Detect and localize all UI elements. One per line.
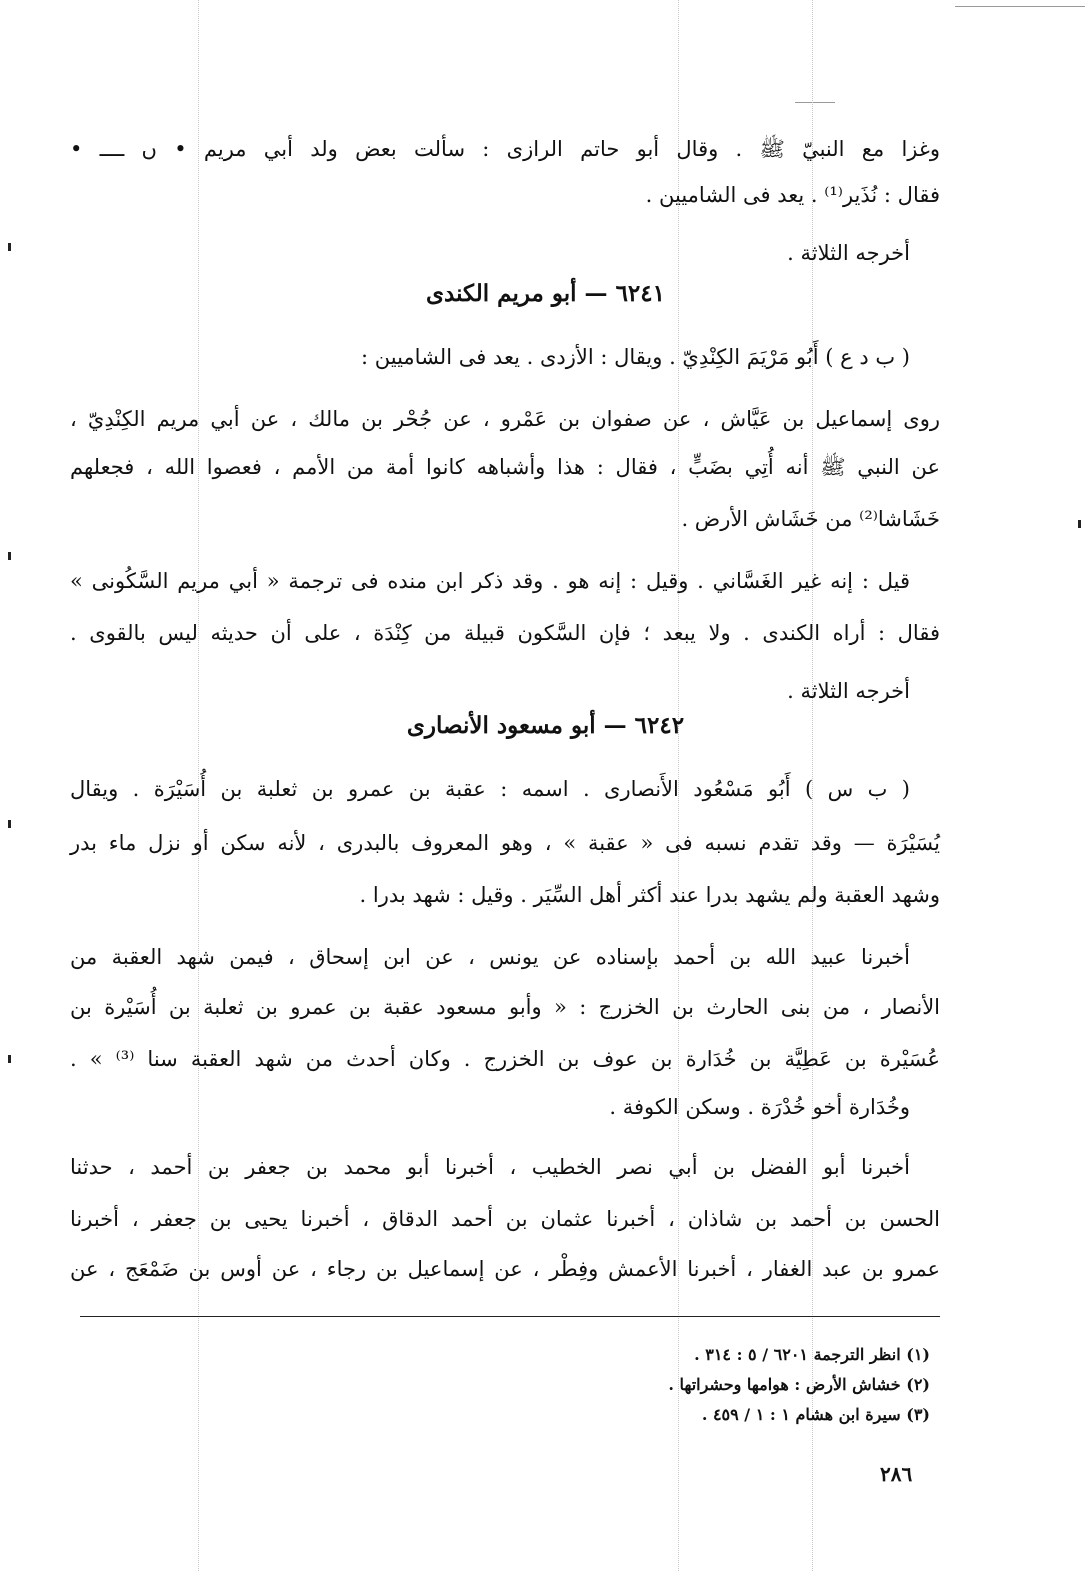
- text-line: أخبرنا عبيد الله بن أحمد بإسناده عن يونس ، عن ابن إسحاق ، فيمن شهد العقبة من: [70, 945, 910, 969]
- margin-mark: [8, 552, 11, 560]
- footnote-separator: [80, 1316, 940, 1317]
- text-line: عُسَيْرة بن عَطِيَّة بن خُدَارة بن عوف بن الخزرج . وكان أحدث من شهد العقبة سنا ⁽³⁾ » .: [70, 1047, 940, 1071]
- text-line: أخبرنا أبو الفضل بن أبي نصر الخطيب ، أخبرنا أبو محمد بن جعفر بن أحمد ، حدثنا: [70, 1155, 910, 1179]
- text-line: روى إسماعيل بن عَيَّاش ، عن صفوان بن عَمْرو ، عن جُحْر بن مالك ، عن أبي مريم الكِنْدِيّ ،: [70, 407, 940, 431]
- scan-artifact-line: [795, 102, 835, 103]
- text-line: فقال : نُذَير⁽¹⁾ . يعد فى الشاميين .: [645, 183, 940, 207]
- footnote-2: (٢) خشاش الأرض : هوامها وحشراتها .: [668, 1375, 930, 1394]
- text-line: فقال : أراه الكندى . ولا يبعد ؛ فإن السَّكون قبيلة من كِنْدَة ، على أن حديثه ليس بالقوى .: [70, 621, 940, 645]
- footnote-1: (١) انظر الترجمة ٦٢٠١ / ٥ : ٣١٤ .: [694, 1345, 930, 1364]
- scan-artifact-line: [955, 6, 1085, 7]
- entry-body-6242: [70, 768, 940, 1288]
- text-line: وغزا مع النبيّ ﷺ . وقال أبو حاتم الرازى : سألت بعض ولد أبي مريم • ں ــــ •: [70, 137, 940, 161]
- text-line: وخُدَارة أخو خُدْرَة . وسكن الكوفة .: [609, 1095, 910, 1119]
- entry-heading-6241: ٦٢٤١ — أبو مريم الكندى: [426, 280, 665, 307]
- text-line: وشهد العقبة ولم يشهد بدرا عند أكثر أهل السِّيَر . وقيل : شهد بدرا .: [359, 883, 940, 907]
- margin-mark: [8, 1055, 11, 1063]
- margin-mark: [1078, 520, 1081, 528]
- text-line: أخرجه الثلاثة .: [787, 241, 910, 265]
- text-line: أخرجه الثلاثة .: [787, 679, 910, 703]
- page-number: ٢٨٦: [880, 1462, 913, 1486]
- text-line: قيل : إنه غير الغَسَّاني . وقيل : إنه هو . وقد ذكر ابن منده فى ترجمة « أبي مريم السَّكُونى »: [70, 569, 910, 593]
- text-line: ( ب س ) أَبُو مَسْعُود الأَنصارى . اسمه : عقبة بن عمرو بن ثعلبة بن أُسَيْرَة . ويقال: [70, 777, 910, 801]
- text-line: خَشَاشا⁽²⁾ من خَشَاش الأرض .: [681, 507, 940, 531]
- entry-body-6241: [70, 336, 940, 706]
- text-line: الأنصار ، من بنى الحارث بن الخزرج : « وأبو مسعود عقبة بن عمرو بن ثعلبة بن أُسَيْرة بن: [70, 995, 940, 1019]
- text-line: ( ب د ع ) أَبُو مَرْيَمَ الكِنْدِيّ . ويقال : الأزدى . يعد فى الشاميين :: [361, 345, 910, 369]
- margin-mark: [8, 243, 11, 251]
- footnote-3: (٣) سيرة ابن هشام ١ : ١ / ٤٥٩ .: [701, 1405, 930, 1424]
- text-line: الحسن بن أحمد بن شاذان ، أخبرنا عثمان بن أحمد الدقاق ، أخبرنا يحيى بن جعفر ، أخبرنا: [70, 1207, 940, 1231]
- footnotes: [560, 1340, 930, 1430]
- text-line: عن النبي ﷺ أنه أُتِي بضَبٍّ ، فقال : هذا وأشباهه كانوا أمة من الأمم ، فعصوا الله ، فجعلهم: [70, 455, 940, 479]
- text-line: عمرو بن عبد الغفار ، أخبرنا الأعمش وفِطْر ، عن إسماعيل بن رجاء ، عن أوس بن ضَمْعَج ، عن: [70, 1257, 940, 1281]
- entry-heading-6242: ٦٢٤٢ — أبو مسعود الأنصارى: [406, 712, 685, 739]
- text-line: يُسَيْرَة — وقد تقدم نسبه فى « عقبة » ، وهو المعروف بالبدرى ، لأنه سكن أو نزل ماء بدر: [70, 831, 940, 855]
- continuation-text: [70, 128, 940, 268]
- margin-mark: [8, 820, 11, 828]
